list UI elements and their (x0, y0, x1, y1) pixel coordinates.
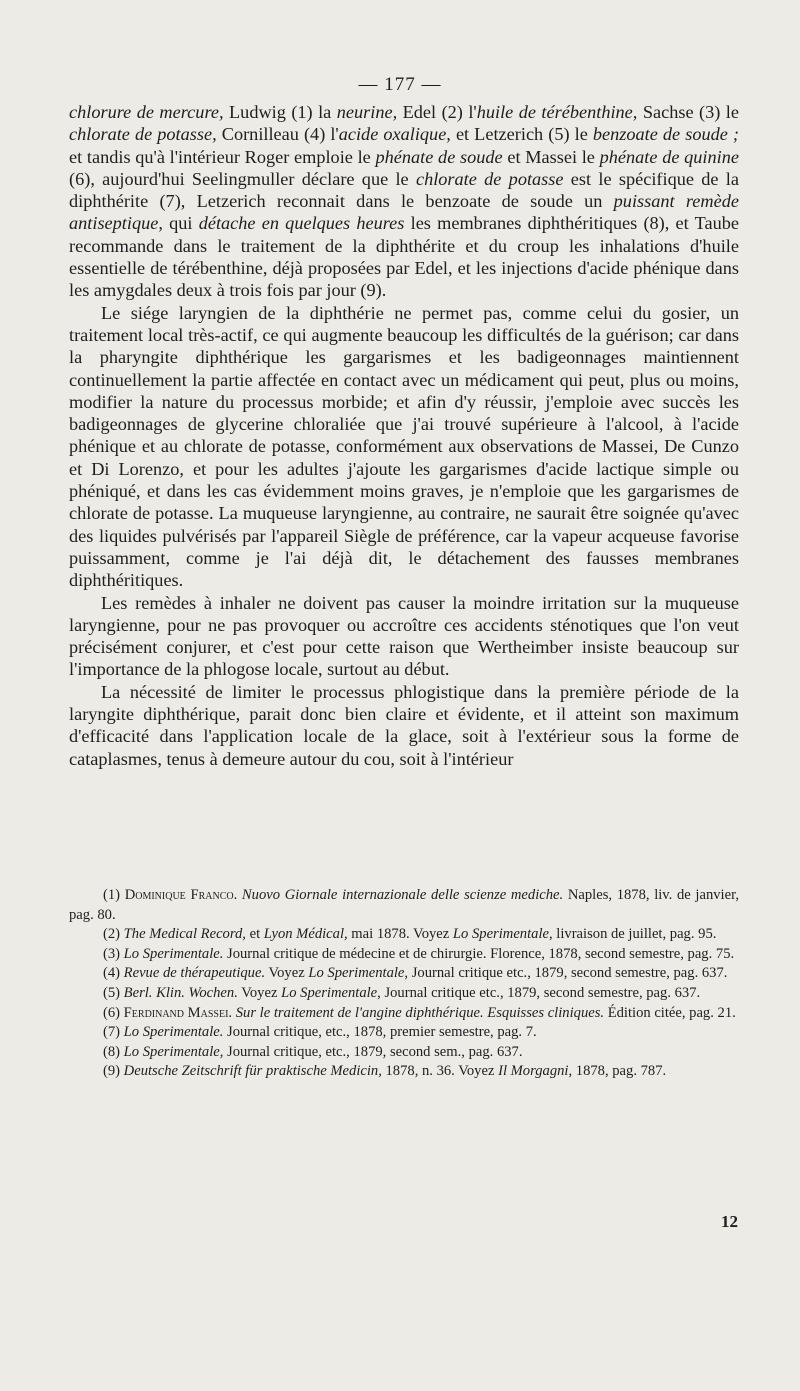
text-run: Journal critique, etc., 1879, second sem., pag. 637. (223, 1043, 523, 1060)
italic-term: phénate de soude (375, 146, 503, 167)
italic-term: neurine, (336, 102, 398, 122)
text-run: Journal critique etc., 1879, second semestre, pag. 637. (380, 984, 701, 1001)
footnote-title: Revue de thérapeutique. (123, 965, 266, 982)
text-run: et tandis qu'à l'intérieur Roger emploie le (69, 146, 376, 167)
text-run: et Letzerich (5) le (450, 124, 593, 145)
italic-term: chlorate de potasse (415, 168, 564, 189)
footnote-number: (8) (103, 1043, 124, 1060)
text-run: qui (162, 213, 199, 234)
paragraph-3: Les remèdes à inhaler ne doivent pas causer la moindre irritation sur la muqueuse laryngienne, pour ne pas provoquer ou accroître ces accidents sténotiques que l'on veut précisément conjurer, et c'est pour cette raison que Wertheimber insiste beaucoup sur l'importance de la phlogose locale, surtout au début. (69, 592, 739, 680)
text-run: mai 1878. Voyez (347, 926, 453, 943)
footnote-title: Lo Sperimentale (308, 965, 405, 982)
italic-term: huile de térébenthine, (476, 102, 638, 122)
text-run: 1878, n. 36. Voyez (381, 1063, 499, 1080)
text-run: Édition citée, pag. 21. (604, 1004, 736, 1021)
paragraph-1 (69, 101, 739, 302)
footnote-title: Sur le traitement de l'angine diphthérique. Esquisses cliniques. (235, 1004, 605, 1021)
italic-term: puissant remède antiseptique, (69, 191, 739, 234)
footnote-number: (3) (103, 945, 124, 962)
signature-mark: 12 (721, 1212, 738, 1231)
text-run: Naples, 1878, liv. de janvier, pag. 80. (69, 887, 740, 923)
text-run: et (245, 926, 264, 943)
text-run: Voyez (237, 984, 282, 1001)
italic-term: chlorate de potasse, (69, 124, 217, 145)
footnote-title: The Medical Record, (123, 926, 246, 943)
italic-term: phénate de quinine (599, 146, 739, 167)
italic-term: détache en quelques heures (198, 213, 405, 234)
footnote-title: Lo Sperimentale, (281, 984, 381, 1001)
text-run: est le spécifique de la diphthérite (7), Letzerich reconnait dans le benzoate de soude un (69, 168, 739, 212)
text-run: Journal critique, etc., 1878, premier semestre, pag. 7. (223, 1024, 537, 1041)
text-run: Edel (2) l' (397, 102, 477, 122)
footnote-number: (2) (103, 926, 124, 943)
footnote-title: Berl. Klin. Wochen. (123, 984, 238, 1001)
footnote-1 (69, 886, 739, 925)
text-run: , Journal critique etc., 1879, second semestre, pag. 637. (404, 965, 728, 982)
footnote-7 (69, 1023, 739, 1043)
italic-term: benzoate de soude ; (592, 124, 739, 145)
text-run: 1878, pag. 787. (572, 1063, 667, 1080)
text-run: (6), aujourd'hui Seelingmuller déclare que le (69, 168, 416, 189)
text-run: livraison de juillet, pag. 95. (552, 926, 717, 943)
text-run: Sachse (3) le (637, 102, 739, 122)
footnote-number: (6) (103, 1004, 124, 1021)
text-run: Journal critique de médecine et de chirurgie. Florence, 1878, second semestre, pag. 75. (223, 945, 735, 962)
footnote-number: (7) (103, 1024, 124, 1041)
paragraph-2: Le siége laryngien de la diphthérie ne permet pas, comme celui du gosier, un traitement local très-actif, ce qui augmente beaucoup les difficultés de la guérison; car dans la pharyngite diphthérique les gargarismes et les badigeonnages maintiennent continuellement la partie affectée en contact avec un médicament qui peut, plus ou moins, modifier la nature du processus morbide; et afin d'y réussir, j'emploie avec succès les badigeonnages de glycerine chloraliée que j'ai trouvé supérieure à l'alcool, à l'acide phénique et au chlorate de potasse, conformément aux observations de Massei, De Cunzo et Di Lorenzo, et pour les adultes j'ajoute les gargarismes d'acide lactique simple ou phéniqué, et dans les cas évidemment moins graves, je n'emploie que les gargarismes de chlorate de potasse. La muqueuse laryngienne, au contraire, ne saurait être soignée qu'avec des liquides pulvérisés par l'appareil Siègle de préférence, car la vapeur acqueuse favorise puissamment, comme je l'ai déjà dit, le détachement des fausses membranes diphthéritiques. (69, 302, 739, 591)
footnote-author: Ferdinand Massei. (123, 1004, 233, 1021)
text-run: Ludwig (1) la (223, 102, 337, 122)
footnote-author: Dominique Franco. (124, 887, 238, 903)
text-run: les membranes diphthéritiques (8), et Taube recommande dans le traitement de la diphthérite et du croup les inhalations d'huile essentielle de térébenthine, déjà proposées par Edel, et les injections d'acide phénique dans les amygdales deux à trois fois par jour (9). (69, 213, 739, 301)
footnote-2 (69, 925, 739, 945)
footnote-number: (1) (103, 887, 125, 903)
footnotes (69, 886, 739, 1082)
footnote-title: Lo Sperimentale, (123, 1043, 224, 1060)
footnote-9 (69, 1062, 739, 1082)
footnote-title: Lo Sperimentale. (123, 1024, 224, 1041)
footnote-6 (69, 1004, 739, 1024)
main-text (69, 101, 739, 770)
footnote-title: Nuovo Giornale internazionale delle scienze mediche. (241, 887, 564, 903)
footnote-title: Lo Sperimentale. (123, 945, 224, 962)
footnote-title: Deutsche Zeitschrift für praktische Medicin, (123, 1063, 382, 1080)
text-run: Cornilleau (4) l' (216, 124, 339, 145)
footnote-4 (69, 964, 739, 984)
footnote-8 (69, 1043, 739, 1063)
footnote-3 (69, 945, 739, 965)
paragraph-4: La nécessité de limiter le processus phlogistique dans la première période de la laryngite diphthérique, parait donc bien claire et évidente, et il atteint son maximum d'efficacité dans l'application locale de la glace, soit à l'extérieur sous la forme de cataplasmes, tenus à demeure autour du cou, soit à l'intérieur (69, 681, 739, 769)
italic-term: acide oxalique, (338, 124, 451, 145)
footnote-number: (5) (103, 984, 124, 1001)
footnote-title: Lo Sperimentale, (452, 926, 553, 943)
footnote-title: Lyon Médical, (263, 926, 348, 943)
italic-term: chlorure de mercure, (69, 102, 224, 122)
footnote-5 (69, 984, 739, 1004)
text-run: Voyez (265, 965, 309, 982)
footnote-number: (4) (103, 965, 124, 982)
text-run: et Massei le (502, 146, 600, 167)
footnote-title: Il Morgagni, (498, 1063, 573, 1080)
footnote-number: (9) (103, 1063, 124, 1080)
page-number: — 177 — (358, 74, 442, 95)
